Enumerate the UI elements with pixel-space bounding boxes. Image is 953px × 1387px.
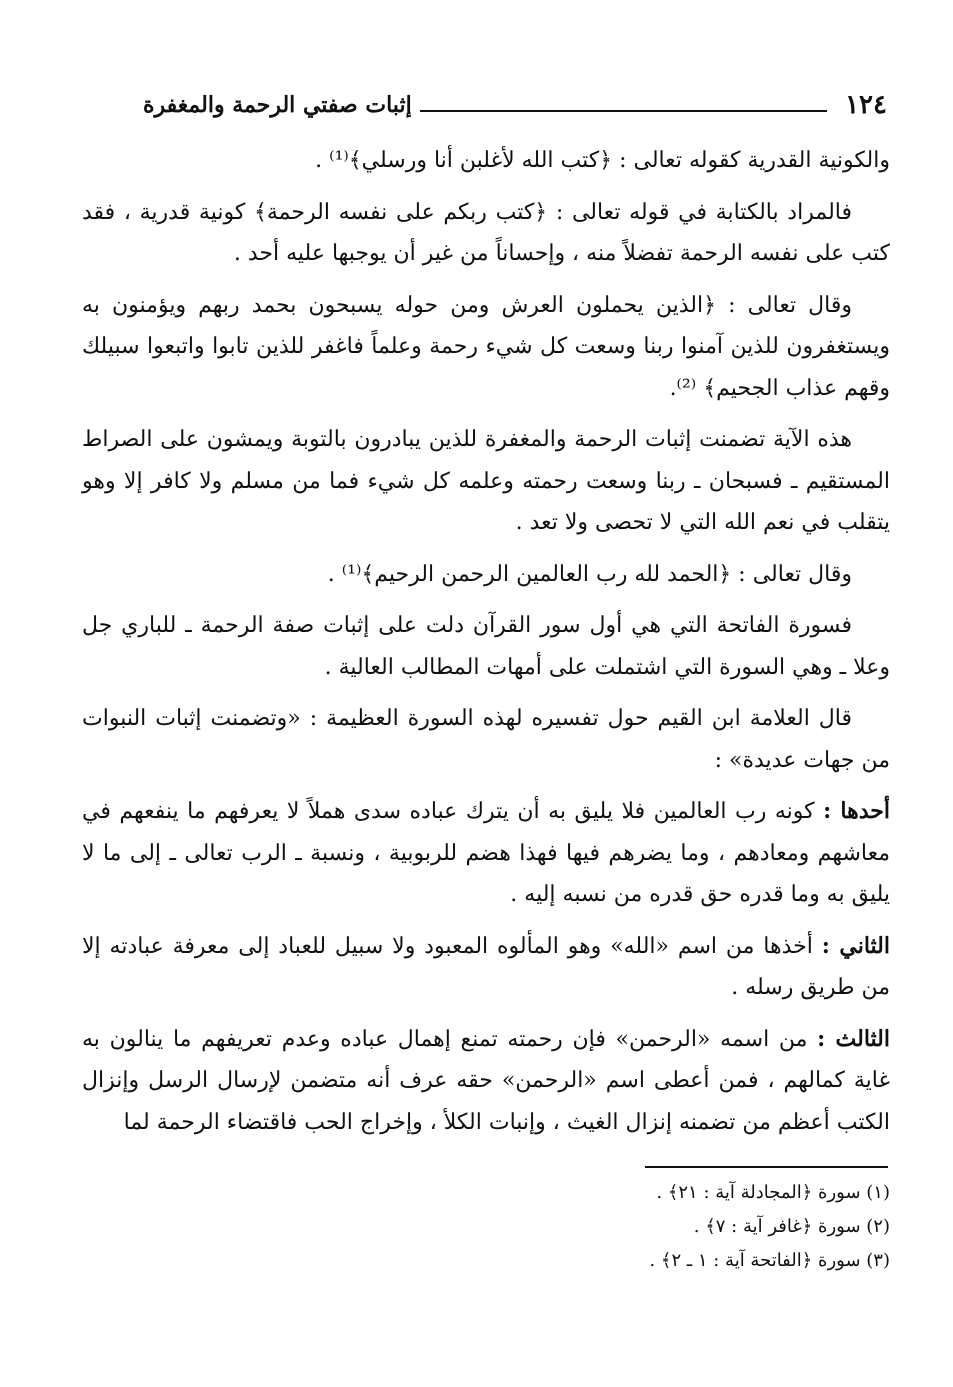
- page-header: [143, 86, 887, 120]
- paragraph-text: كونه رب العالمين فلا يليق به أن يترك عباده سدى هملاً لا يعرفهم ما ينفعهم في معاشهم ومعادهم ، وما يضرهم فيها فهذا هضم للربوبية ، ونسبة ـ الرب تعالى ـ إلى ما لا يليق به وما قدره حق قدره من نسبه إليه .: [82, 799, 890, 907]
- paragraph: [82, 1019, 890, 1144]
- body-text: [82, 140, 890, 1153]
- footnote: (٣) سورة ﴿الفاتحة آية : ١ ـ ٢﴾ .: [649, 1250, 890, 1271]
- paragraph-text: قال العلامة ابن القيم حول تفسيره لهذه السورة العظيمة : «وتضمنت إثبات النبوات من جهات عديدة» :: [82, 706, 890, 773]
- paragraph-text: فالمراد بالكتابة في قوله تعالى : ﴿كتب ربكم على نفسه الرحمة﴾ كونية قدرية ، فقد كتب على نفسه الرحمة تفضلاً منه ، وإحساناً من غير أن يوجبها عليه أحد .: [82, 199, 890, 266]
- paragraph-text: وقال تعالى : ﴿الحمد لله رب العالمين الرحمن الرحيم﴾⁽¹⁾ .: [327, 561, 852, 587]
- running-title: إثبات صفتي الرحمة والمغفرة: [143, 92, 412, 118]
- page-number: ١٢٤: [845, 90, 887, 120]
- paragraph-lead: أحدها :: [823, 798, 890, 824]
- paragraph: [82, 926, 890, 1009]
- paragraph-text: من اسمه «الرحمن» فإن رحمته تمنع إهمال عباده وعدم تعريفهم ما ينالون به غاية كمالهم ، فمن أعطى اسم «الرحمن» حقه عرف أنه متضمن لإرسال الرسل وإنزال الكتب أعظم من تضمنه إنزال الغيث ، وإنبات الكلأ ، وإخراج الحب فاقتضاء الرحمة لما: [82, 1026, 890, 1135]
- footnote-rule: [645, 1166, 888, 1168]
- paragraph: [82, 791, 890, 916]
- paragraph-lead: الثاني :: [821, 932, 890, 959]
- footnote: (٢) سورة ﴿غافر آية : ٧﴾ .: [693, 1216, 890, 1237]
- paragraph-lead: الثالث :: [817, 1025, 891, 1052]
- footnote: (١) سورة ﴿المجادلة آية : ٢١﴾ .: [656, 1182, 890, 1203]
- footnotes: [300, 1176, 890, 1278]
- header-rule: [420, 110, 827, 112]
- paragraph: [82, 285, 890, 410]
- paragraph: [82, 192, 890, 275]
- paragraph-text: وقال تعالى : ﴿الذين يحملون العرش ومن حوله يسبحون بحمد ربهم ويؤمنون به ويستغفرون للذين آمنوا ربنا وسعت كل شيء رحمة وعلماً فاغفر للذين تابوا واتبعوا سبيلك وقهم عذاب الجحيم﴾ ⁽²⁾.: [82, 292, 890, 401]
- paragraph-text: هذه الآية تضمنت إثبات الرحمة والمغفرة للذين يبادرون بالتوبة ويمشون على الصراط المستقيم ـ فسبحان ـ ربنا وسعت رحمته وعلمه كل شيء فما من مسلم ولا كافر إلا وهو يتقلب في نعم الله التي لا تحصى ولا تعد .: [82, 427, 890, 535]
- paragraph: [82, 605, 890, 688]
- paragraph: [82, 554, 890, 596]
- paragraph-text: فسورة الفاتحة التي هي أول سور القرآن دلت على إثبات صفة الرحمة ـ للباري جل وعلا ـ وهي السورة التي اشتملت على أمهات المطالب العالية .: [82, 613, 890, 680]
- paragraph: [82, 140, 890, 182]
- paragraph: [82, 698, 890, 781]
- paragraph: [82, 419, 890, 544]
- paragraph-text: والكونية القدرية كقوله تعالى : ﴿كتب الله لأغلبن أنا ورسلي﴾⁽¹⁾ .: [315, 148, 890, 173]
- paragraph-text: أخذها من اسم «الله» وهو المألوه المعبود ولا سبيل للعباد إلى معرفة عبادته إلا من طريق رسله .: [82, 933, 890, 1000]
